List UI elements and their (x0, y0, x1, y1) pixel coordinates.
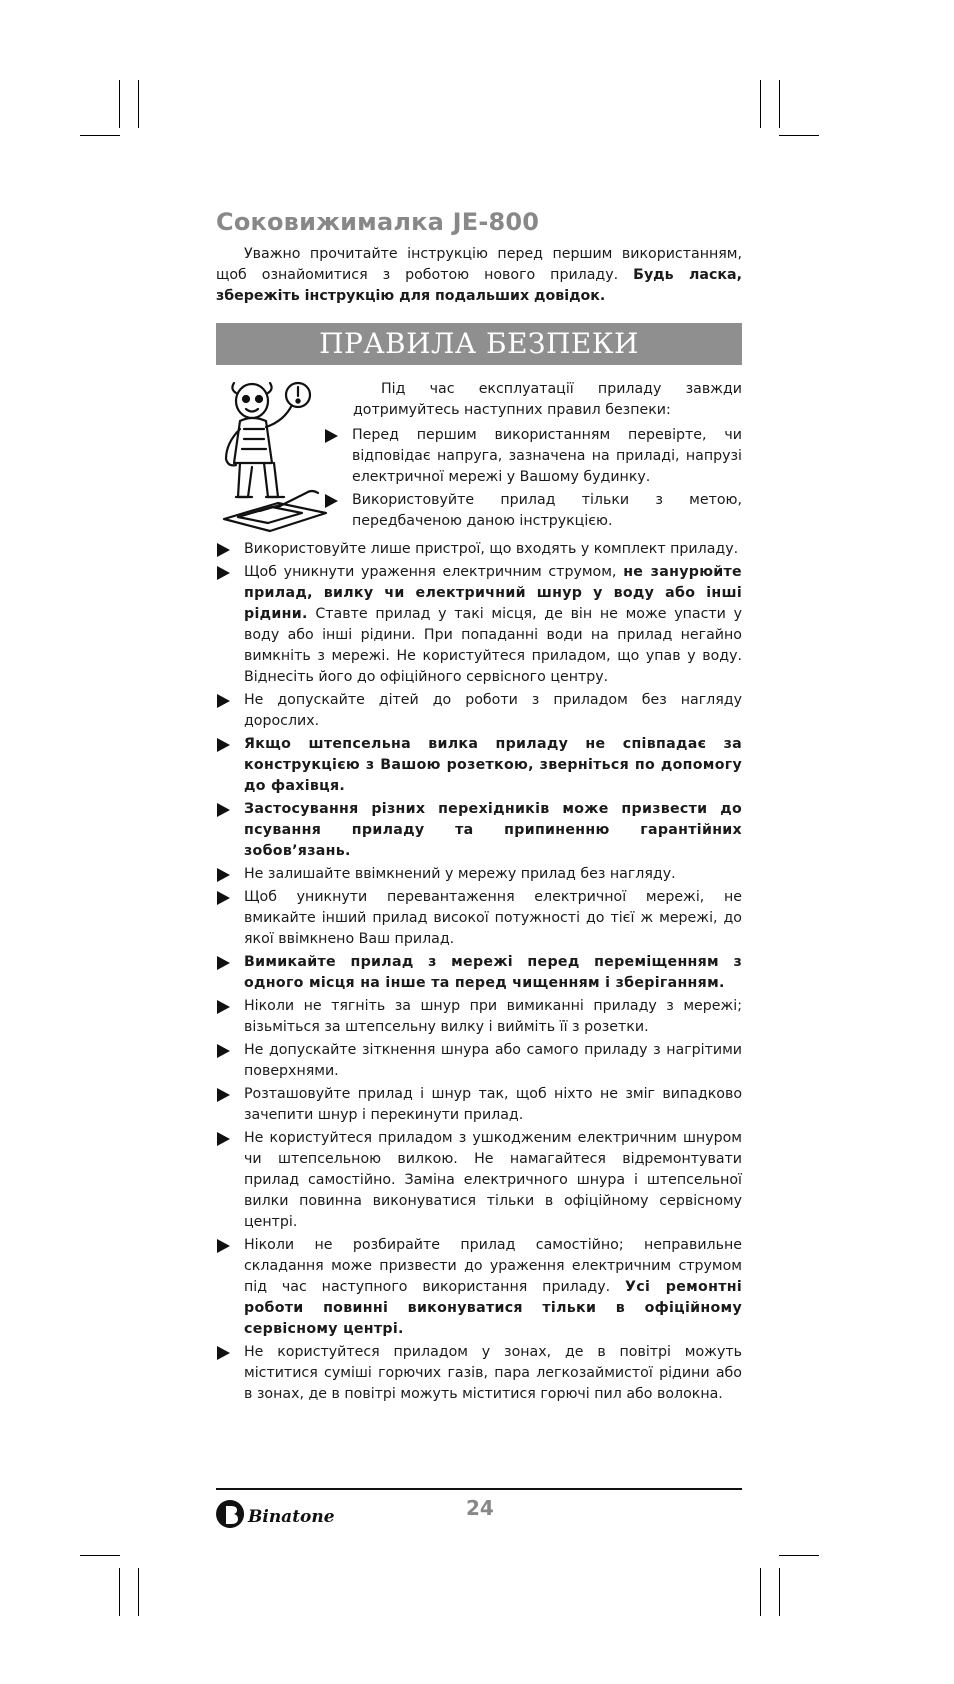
triangle-bullet-icon (325, 429, 338, 443)
list-item: Вимикайте прилад з мережі перед переміщенням з одного місця на інше та перед чищенням і зберіганням. (216, 952, 742, 994)
list-item: Якщо штепсельна вилка приладу не співпадає за конструкцією з Вашою розеткою, зверніться по допомогу до фахівця. (216, 734, 742, 797)
list-item: Не допускайте дітей до роботи з приладом без нагляду дорослих. (216, 690, 742, 732)
triangle-bullet-icon (217, 1239, 230, 1253)
intro-paragraph (216, 244, 742, 307)
warning-man-illustration (216, 379, 334, 537)
list-item: Не користуйтеся приладом у зонах, де в повітрі можуть міститися суміші горючих газів, пара легкозаймистої рідини або в зонах, де в повітрі можуть міститися горючі пил або волокна. (216, 1342, 742, 1405)
triangle-bullet-icon (217, 803, 230, 817)
intro-text: Уважно прочитайте інструкцію перед першим використанням, щоб ознайомитися з роботою нового приладу. (216, 246, 742, 283)
crop-mark (779, 135, 819, 136)
page-title: Соковижималка JE-800 (216, 208, 540, 236)
list-item: Щоб уникнути ураження електричним струмом, не занурюйте прилад, вилку чи електричний шнур у воду або інші рідини. Ставте прилад у такі місця, де він не може упасти у воду або інші рідини. При попаданні води на прилад негайно вимкніть з мережі. Не користуйтеся приладом, що упав у воду. Віднесіть його до офіційного сервісного центру. (216, 562, 742, 688)
triangle-bullet-icon (217, 1132, 230, 1146)
crop-mark (138, 1568, 139, 1616)
triangle-bullet-icon (217, 738, 230, 752)
crop-mark (119, 1568, 120, 1616)
crop-mark (760, 80, 761, 128)
list-item: Перед першим використанням перевірте, чи відповідає напруга, зазначена на приладі, напрузі електричної мережі у Вашому будинку. (324, 425, 742, 488)
safety-rules (216, 539, 742, 1405)
triangle-bullet-icon (217, 891, 230, 905)
section-heading: ПРАВИЛА БЕЗПЕКИ (216, 323, 742, 365)
crop-mark (80, 1555, 120, 1556)
triangle-bullet-icon (217, 1346, 230, 1360)
safety-lead-text: Під час експлуатації приладу завжди дотримуйтесь наступних правил безпеки: (353, 381, 742, 418)
triangle-bullet-icon (217, 1000, 230, 1014)
triangle-bullet-icon (217, 1088, 230, 1102)
triangle-bullet-icon (217, 543, 230, 557)
safety-intro-block (216, 379, 742, 539)
crop-mark (779, 1568, 780, 1616)
crop-mark (119, 80, 120, 128)
list-item: Ніколи не тягніть за шнур при вимиканні приладу з мережі; візьміться за штепсельну вилку і вийміть її з розетки. (216, 996, 742, 1038)
list-item: Щоб уникнути перевантаження електричної мережі, не вмикайте інший прилад високої потужності до тієї ж мережі, до якої ввімкнено Ваш прилад. (216, 887, 742, 950)
triangle-bullet-icon (217, 566, 230, 580)
footer-divider (216, 1488, 742, 1490)
list-item: Використовуйте лише пристрої, що входять у комплект приладу. (216, 539, 742, 560)
triangle-bullet-icon (217, 868, 230, 882)
triangle-bullet-icon (217, 1044, 230, 1058)
binatone-logo (216, 1498, 356, 1530)
list-item: Розташовуйте прилад і шнур так, щоб ніхто не зміг випадково зачепити шнур і перекинути прилад. (216, 1084, 742, 1126)
crop-mark (80, 135, 120, 136)
crop-mark (138, 80, 139, 128)
list-item: Використовуйте прилад тільки з метою, передбаченою даною інструкцією. (324, 490, 742, 532)
list-item: Не користуйтеся приладом з ушкодженим електричним шнуром чи штепсельною вилкою. Не намагайтеся відремонтувати прилад самостійно. Заміна електричного шнура і штепсельної вилки повинна виконуватися тільки в офіційному сервісному центрі. (216, 1128, 742, 1233)
crop-mark (779, 80, 780, 128)
intro-bold-text: Будь ласка, збережіть інструкцію для подальших довідок. (216, 267, 742, 304)
list-item: Не допускайте зіткнення шнура або самого приладу з нагрітими поверхнями. (216, 1040, 742, 1082)
list-item: Не залишайте ввімкнений у мережу прилад без нагляду. (216, 864, 742, 885)
crop-mark (760, 1568, 761, 1616)
page-number: 24 (466, 1496, 494, 1520)
triangle-bullet-icon (217, 956, 230, 970)
crop-mark (779, 1555, 819, 1556)
list-item: Ніколи не розбирайте прилад самостійно; неправильне складання може призвести до ураження електричним струмом під час наступного використання приладу. Усі ремонтні роботи повинні виконуватися тільки в офіційному сервісному центрі. (216, 1235, 742, 1340)
list-item: Застосування різних перехідників може призвести до псування приладу та припиненню гарантійних зобов’язань. (216, 799, 742, 862)
triangle-bullet-icon (325, 494, 338, 508)
brand-name: Binatone (248, 1507, 335, 1527)
triangle-bullet-icon (217, 694, 230, 708)
page-content (216, 208, 742, 1407)
